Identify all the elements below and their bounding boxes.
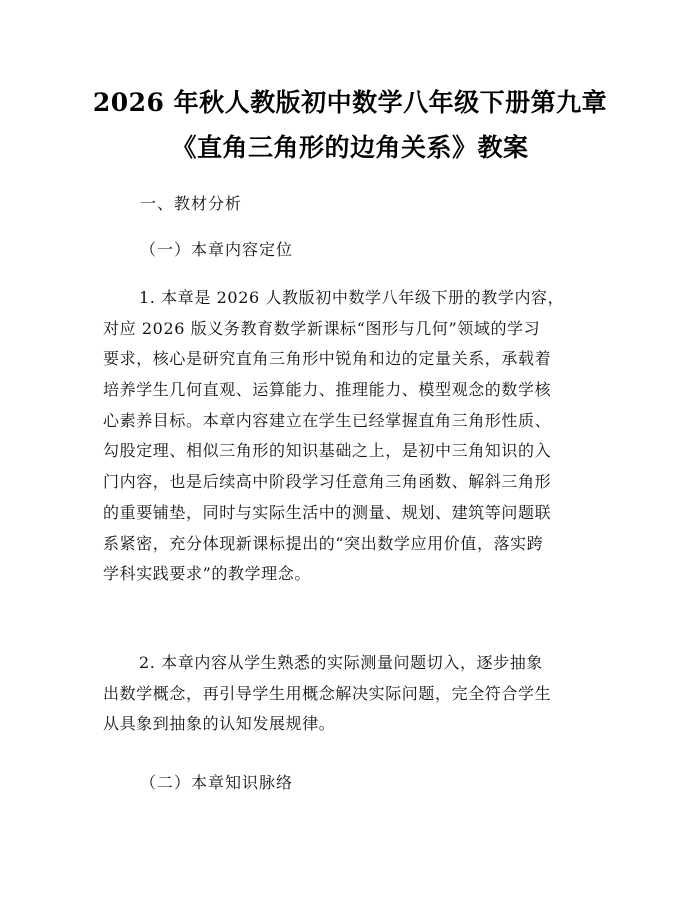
paragraph-line: 1. 本章是 2026 人教版初中数学八年级下册的教学内容， (139, 288, 565, 307)
paragraph-line: 培养学生几何直观、运算能力、推理能力、模型观念的数学核 (103, 380, 552, 400)
document-title-line-1: 2026 年秋人教版初中数学八年级下册第九章 (92, 88, 608, 117)
paragraph-2 (103, 648, 600, 740)
subsection-heading-knowledge-outline: （二）本章知识脉络 (140, 773, 294, 792)
paragraph-line: 2. 本章内容从学生熟悉的实际测量问题切入，逐步抽象 (139, 653, 543, 672)
document-title-line-2: 《直角三角形的边角关系》教案 (171, 133, 529, 162)
paragraph-line: 对应 2026 版义务教育数学新课标“图形与几何”领域的学习 (103, 318, 541, 338)
paragraph-line: 心素养目标。本章内容建立在学生已经掌握直角三角形性质、 (103, 410, 552, 430)
paragraph-line: 从具象到抽象的认知发展规律。 (103, 714, 336, 734)
paragraph-line: 系紧密，充分体现新课标提出的“突出数学应用价值，落实跨 (103, 533, 544, 553)
paragraph-line: 勾股定理、相似三角形的知识基础之上，是初中三角知识的入 (103, 441, 552, 461)
paragraph-line: 的重要铺垫，同时与实际生活中的测量、规划、建筑等问题联 (103, 502, 552, 522)
paragraph-line: 要求，核心是研究直角三角形中锐角和边的定量关系，承载着 (103, 349, 552, 369)
paragraph-line: 门内容，也是后续高中阶段学习任意角三角函数、解斜三角形 (103, 472, 552, 492)
subsection-heading-chapter-positioning: （一）本章内容定位 (140, 240, 294, 259)
paragraph-1 (103, 283, 600, 590)
paragraph-line: 学科实践要求”的教学理念。 (103, 564, 311, 584)
paragraph-line: 出数学概念，再引导学生用概念解决实际问题，完全符合学生 (103, 683, 552, 703)
section-heading-textbook-analysis: 一、教材分析 (140, 194, 243, 213)
